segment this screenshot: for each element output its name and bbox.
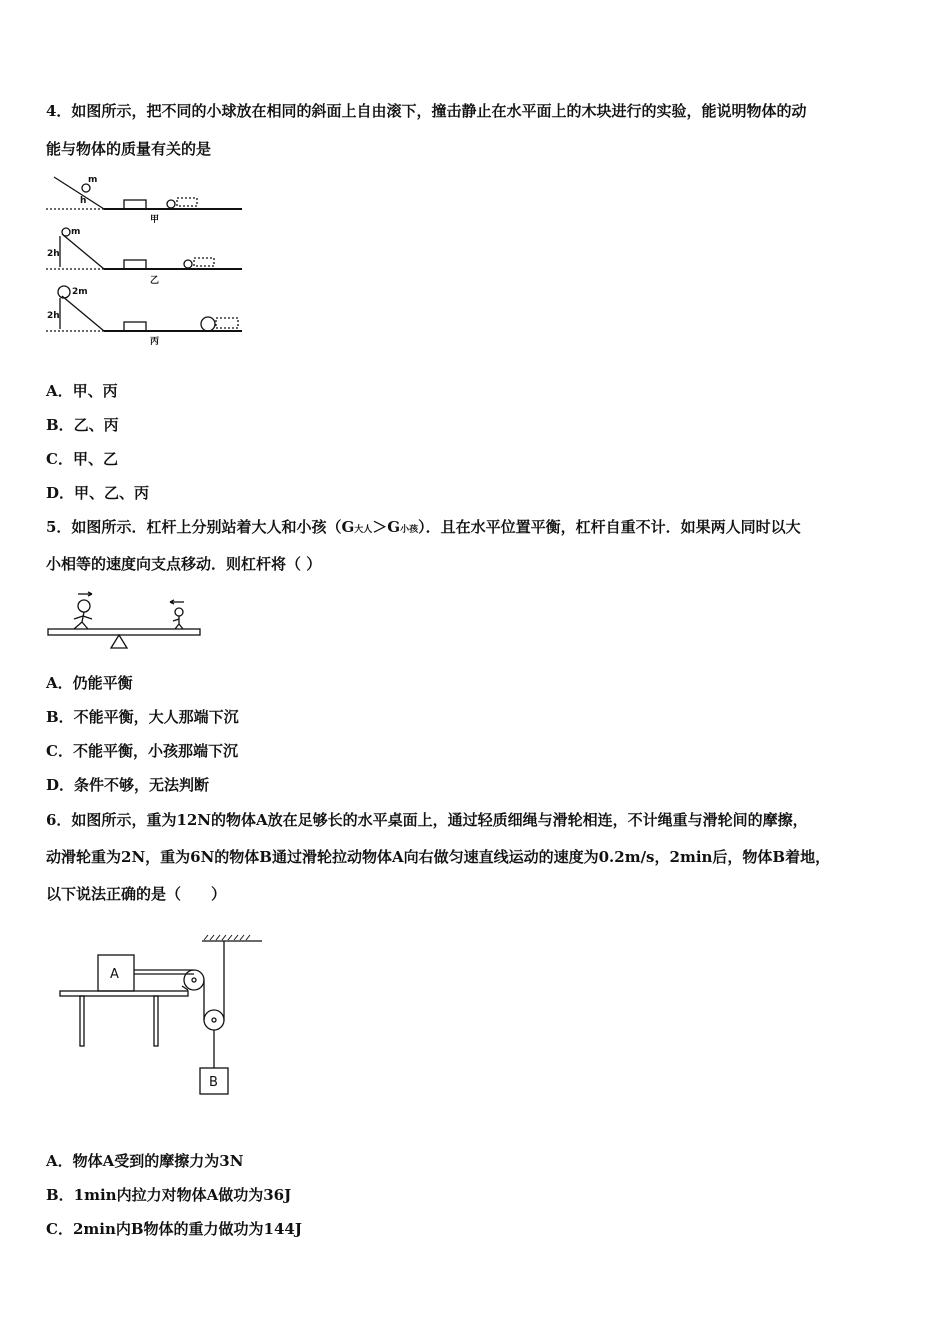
q5-lever [48,629,200,635]
q4-figure [44,172,254,352]
q4-label-yi: 乙 [150,276,160,286]
q4-height-jia: h [80,196,87,206]
q4-ball-bing [58,286,70,298]
q5-text-post: ）．且在水平位置平衡，杠杆自重不计．如果两人同时以大 [418,518,801,536]
q5-text-line2: 小相等的速度向支点移动．则杠杆将（ ） [46,555,322,573]
q4-option-a[interactable]: A．甲、丙 [46,382,118,400]
q6-movable-pulley [204,1010,224,1030]
q6-option-c[interactable]: C．2min内B物体的重力做功为144J [46,1220,302,1238]
q5-figure [44,586,214,656]
q5-option-c[interactable]: C．不能平衡，小孩那端下沉 [46,742,238,760]
q6-fixed-pulley [184,970,204,990]
q4-option-b[interactable]: B．乙、丙 [46,416,119,434]
q6-label-a: A [110,967,119,982]
q4-label-bing: 丙 [150,337,160,347]
q4-option-d[interactable]: D．甲、乙、丙 [46,484,150,502]
q6-label-b: B [209,1075,218,1090]
q6-text-line1: 6．如图所示，重为12N的物体A放在足够长的水平桌面上，通过轻质细绳与滑轮相连，不计绳重与滑轮间的摩擦， [46,811,808,829]
q6-text-line3: 以下说法正确的是（ ） [46,885,227,903]
q4-label-jia: 甲 [150,215,160,225]
q4-ball-yi [62,228,70,236]
q6-figure [56,930,286,1100]
q5-option-a[interactable]: A．仍能平衡 [46,674,133,692]
q6-text-line2: 动滑轮重为2N，重为6N的物体B通过滑轮拉动物体A向右做匀速直线运动的速度为0.2m/s，2min后，物体B着地， [46,848,831,866]
q6-table [60,991,188,996]
q5-fulcrum [111,635,127,648]
q5-option-b[interactable]: B．不能平衡，大人那端下沉 [46,708,239,726]
q4-mass-jia: m [88,175,98,185]
q5-option-d[interactable]: D．条件不够，无法判断 [46,776,210,794]
q4-height-yi: 2h [47,249,60,259]
q6-option-b[interactable]: B．1min内拉力对物体A做功为36J [46,1186,292,1204]
q5-sub-child: 小孩 [400,525,419,535]
q5-text-pre: 5．如图所示．杠杆上分别站着大人和小孩（G [46,518,355,536]
q4-option-c[interactable]: C．甲、乙 [46,450,118,468]
q4-text-line2: 能与物体的质量有关的是 [46,140,212,158]
q5-text-mid: ＞G [372,518,401,536]
q5-text-line1 [46,517,801,540]
q4-mass-bing: 2m [72,287,88,297]
q5-sub-adult: 大人 [354,525,373,535]
q4-mass-yi: m [71,227,81,237]
q4-height-bing: 2h [47,311,60,321]
q4-ball-jia [82,184,90,192]
q6-option-a[interactable]: A．物体A受到的摩擦力为3N [46,1152,244,1170]
q4-text-line1: 4．如图所示，把不同的小球放在相同的斜面上自由滚下，撞击静止在水平面上的木块进行的实验，能说明物体的动 [46,102,807,120]
